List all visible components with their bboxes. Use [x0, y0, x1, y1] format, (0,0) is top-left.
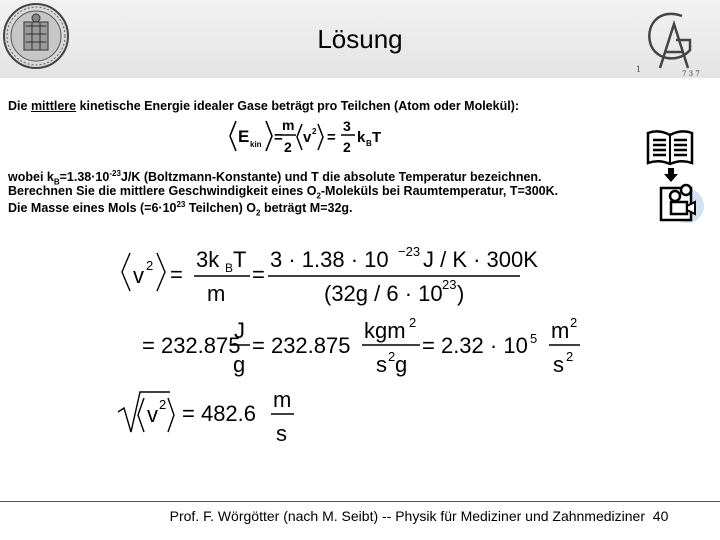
- svg-text:T: T: [233, 247, 247, 272]
- mass-text: Die Masse eines Mols ($=6\cdot 10^{23}$ Teilchen) $O_2$ beträgt M=32g.: [8, 200, 353, 218]
- svg-text:2: 2: [409, 315, 417, 330]
- svg-text:2: 2: [284, 139, 292, 155]
- svg-text:m: m: [551, 318, 570, 343]
- svg-text:=: =: [327, 129, 336, 146]
- formula-unit-conversion: [142, 315, 580, 377]
- logo-year-right: 7 3 7: [682, 70, 700, 78]
- film-camera-icon: [659, 180, 705, 224]
- svg-text:k: k: [357, 129, 366, 146]
- svg-text:= 482.6: = 482.6: [182, 401, 257, 426]
- svg-text:= 232.875: = 232.875: [142, 333, 241, 358]
- svg-text:m: m: [207, 281, 226, 306]
- svg-text:B: B: [225, 261, 234, 275]
- boltzmann-text: wobei $k_B=1.38\cdot 10^{-23}J/K$ (Boltzmann-Konstante) und T die absolute Temperatur bezeichnen.: [8, 169, 542, 187]
- svg-text:= 232.875: = 232.875: [252, 333, 351, 358]
- svg-text:m: m: [282, 117, 295, 133]
- svg-text:=: =: [252, 262, 265, 287]
- formula-rms-velocity: [118, 387, 294, 446]
- svg-text:E: E: [238, 127, 250, 146]
- svg-text:J / K · 300K: J / K · 300K: [423, 247, 538, 272]
- svg-text:3 · 1.38 · 10: 3 · 1.38 · 10: [270, 247, 389, 272]
- footer-divider: [0, 501, 720, 502]
- svg-text:s: s: [276, 421, 287, 446]
- formula-kinetic-energy: [230, 117, 381, 155]
- svg-text:(32g / 6 · 10: (32g / 6 · 10: [324, 281, 443, 306]
- svg-text:s: s: [553, 352, 564, 377]
- svg-text:2: 2: [388, 349, 396, 364]
- page-title: Lösung: [317, 24, 403, 54]
- intro-text: Die mittlere kinetische Energie idealer Gase beträgt pro Teilchen (Atom oder Molekül):: [8, 99, 520, 113]
- book-icon: [645, 127, 695, 167]
- svg-text:s: s: [376, 352, 387, 377]
- page-number: 40: [652, 508, 669, 524]
- svg-text:2: 2: [159, 397, 167, 412]
- svg-text:v: v: [147, 402, 158, 427]
- svg-text:g: g: [395, 352, 408, 377]
- svg-text:2: 2: [570, 315, 578, 330]
- footer-text: Prof. F. Wörgötter (nach M. Seibt) -- Physik für Mediziner und Zahnmediziner: [169, 508, 646, 524]
- svg-text:3k: 3k: [196, 247, 220, 272]
- svg-text:T: T: [372, 129, 382, 146]
- svg-text:m: m: [273, 387, 292, 412]
- svg-text:5: 5: [530, 331, 538, 346]
- svg-text:= 2.32 · 10: = 2.32 · 10: [422, 333, 528, 358]
- svg-text:v: v: [303, 129, 312, 146]
- svg-text:kgm: kgm: [364, 318, 406, 343]
- svg-text:v: v: [133, 263, 144, 288]
- svg-text:2: 2: [146, 258, 154, 273]
- svg-text:3: 3: [343, 118, 351, 134]
- formula-mean-square-velocity: [122, 244, 538, 306]
- svg-text:2: 2: [566, 349, 574, 364]
- svg-text:23: 23: [442, 277, 457, 292]
- svg-text:g: g: [233, 352, 246, 377]
- svg-text:2: 2: [343, 139, 351, 155]
- footer: [0, 508, 720, 524]
- svg-text:J: J: [234, 318, 245, 343]
- logo-year-left: 1: [636, 65, 642, 74]
- svg-text:kin: kin: [250, 140, 262, 149]
- svg-text:): ): [457, 281, 465, 306]
- svg-text:=: =: [170, 262, 183, 287]
- svg-text:B: B: [366, 139, 372, 148]
- svg-text:=: =: [274, 129, 283, 146]
- svg-text:2: 2: [312, 127, 317, 136]
- svg-text:−23: −23: [398, 244, 421, 259]
- underlined-word: mittlere: [30, 99, 77, 113]
- task-text: Berechnen Sie die mittlere Geschwindigkeit eines $O_2$-Moleküls bei Raumtemperatur, T=300K.: [8, 184, 559, 201]
